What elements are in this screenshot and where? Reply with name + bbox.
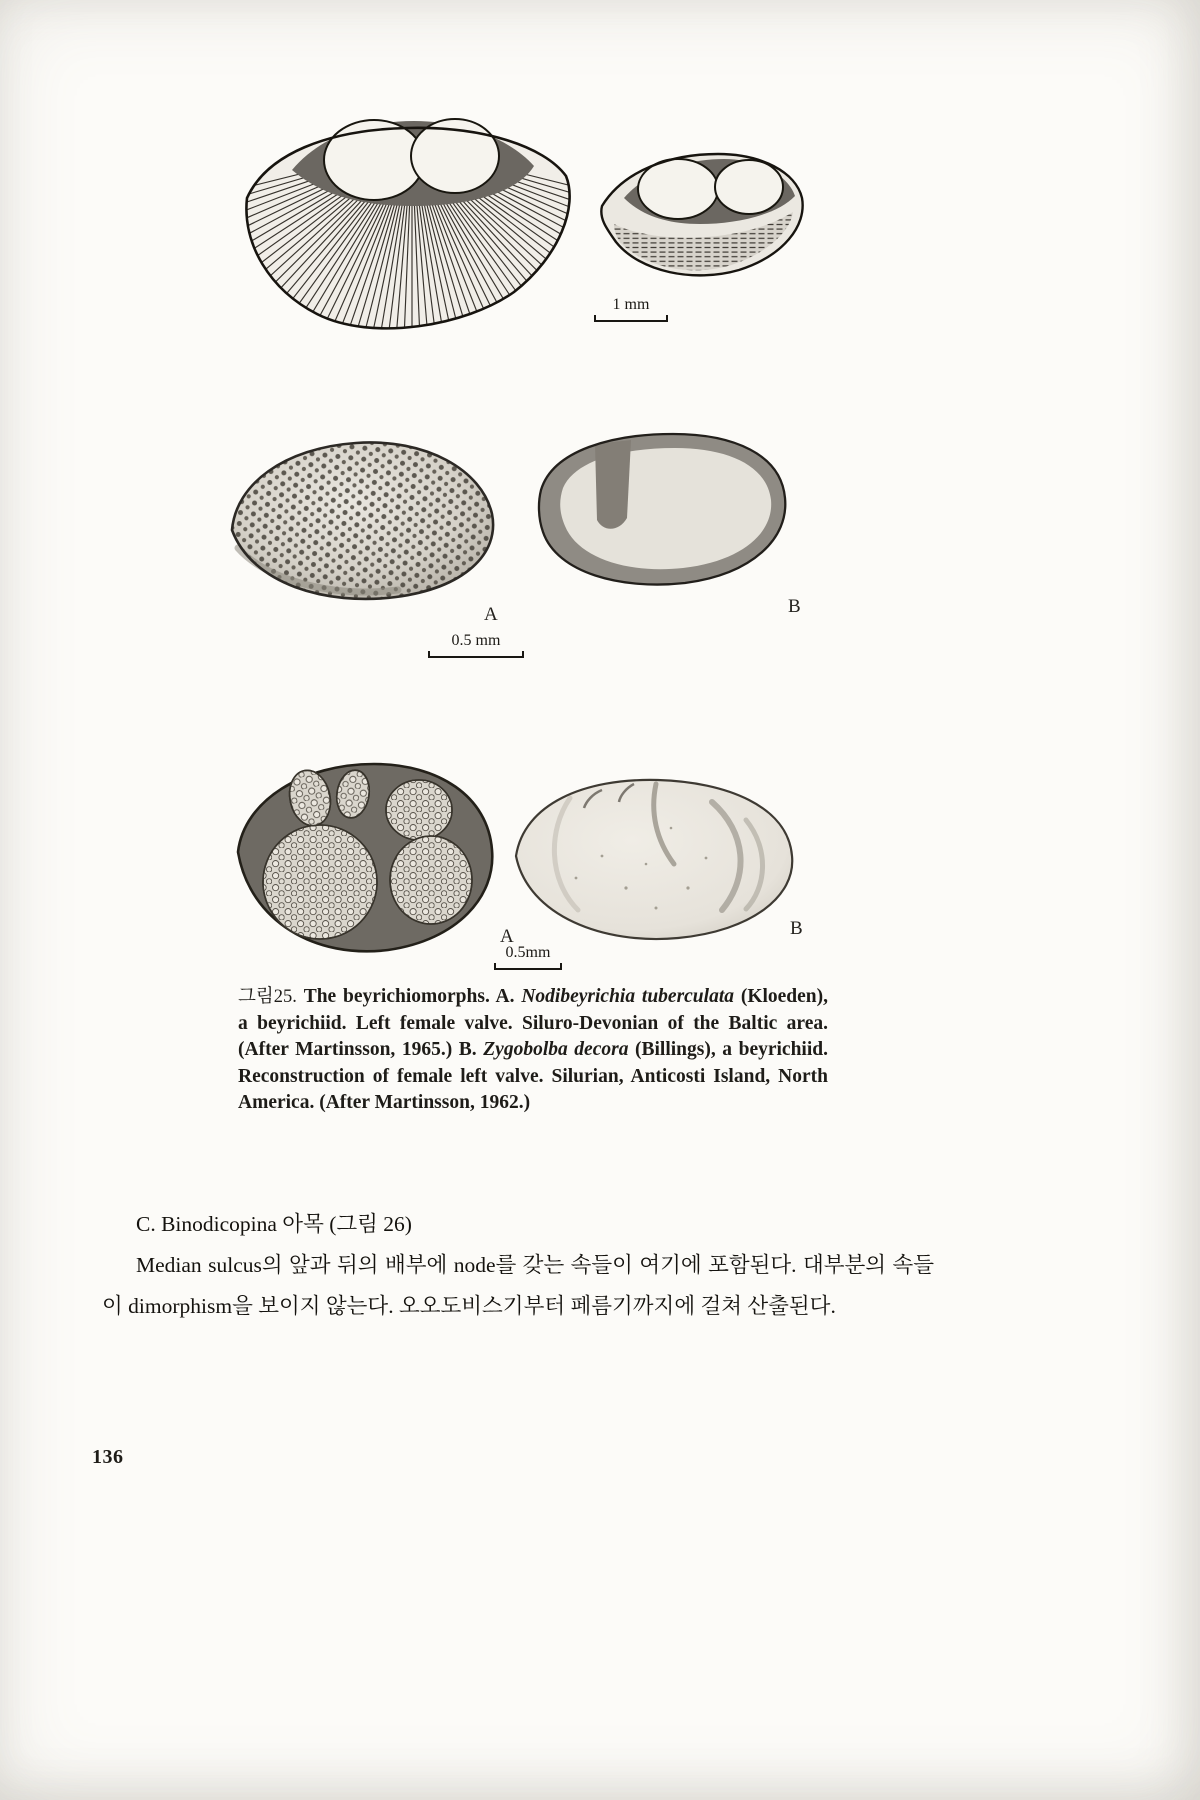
scale-bar-line [428,651,524,658]
scale-bar-line [594,315,668,322]
caption-figure-number: 그림25. [238,987,297,1007]
figure-bottom-label-b: B [790,918,803,939]
figure-middle-left-photo [220,430,508,612]
posterior-lobe [715,160,783,214]
scale-label: 0.5mm [505,944,551,961]
body-paragraph: Median sulcus의 앞과 뒤의 배부에 node를 갖는 속들이 여기에 포함된다. 대부분의 속들이 dimorphism을 보이지 않는다. 오오도비스기부터 페름기까지에 걸쳐 산출된다. [102,1253,934,1318]
scale-label: 0.5 mm [451,632,501,649]
figure-middle-label-a: A [484,604,498,625]
figure-bottom-label-a: A [500,926,514,947]
sulcal-dark-band [595,440,631,529]
reconstruction-valve-svg [506,768,804,952]
caption-intro: The beyrichiomorphs. A. [303,986,522,1007]
caption-species-a: Nodibeyrichia tuberculata [521,986,734,1007]
body-text [102,1204,934,1327]
figure-middle-right-photo [533,426,795,600]
figure-middle-label-b: B [788,596,801,617]
pitted-valve-photo-svg [220,430,508,612]
figure-top-right-drawing [596,144,810,290]
scalebar-05mm [428,632,524,658]
scalebar-1mm [594,296,668,322]
caption-text-a: (Kloeden), a beyrichiid. Left female valve. Siluro-Devonian of the Baltic area. (After Martinsson, 1965.) B. [238,986,829,1060]
section-heading: C. Binodicopina 아목 (그림 26) [136,1212,412,1236]
beyrichiid-drawing-svg [596,144,810,290]
scalebar-05mm-2 [494,944,562,970]
figure-caption [238,984,828,1117]
nodibeyrichia-drawing-svg [222,106,598,342]
anterior-lobe [324,120,424,200]
caption-text-b: (Billings), a beyrichiid. Reconstruction of female left valve. Silurian, Anticosti Island, North America. (After Martinsson, 1962.) [238,1039,828,1113]
page-number: 136 [92,1446,124,1468]
caption-species-b: Zygobolba decora [483,1039,629,1060]
figure-bottom-right-photo [506,768,804,952]
figure-bottom-left-photo [222,752,506,962]
figure-top-left-drawing [222,106,598,342]
tuberculate-lobes [263,766,472,939]
tuberculate-valve-svg [222,752,506,962]
valve-interior-photo-svg [533,426,795,600]
scale-label: 1 mm [612,296,650,313]
scale-bar-line [494,963,562,970]
